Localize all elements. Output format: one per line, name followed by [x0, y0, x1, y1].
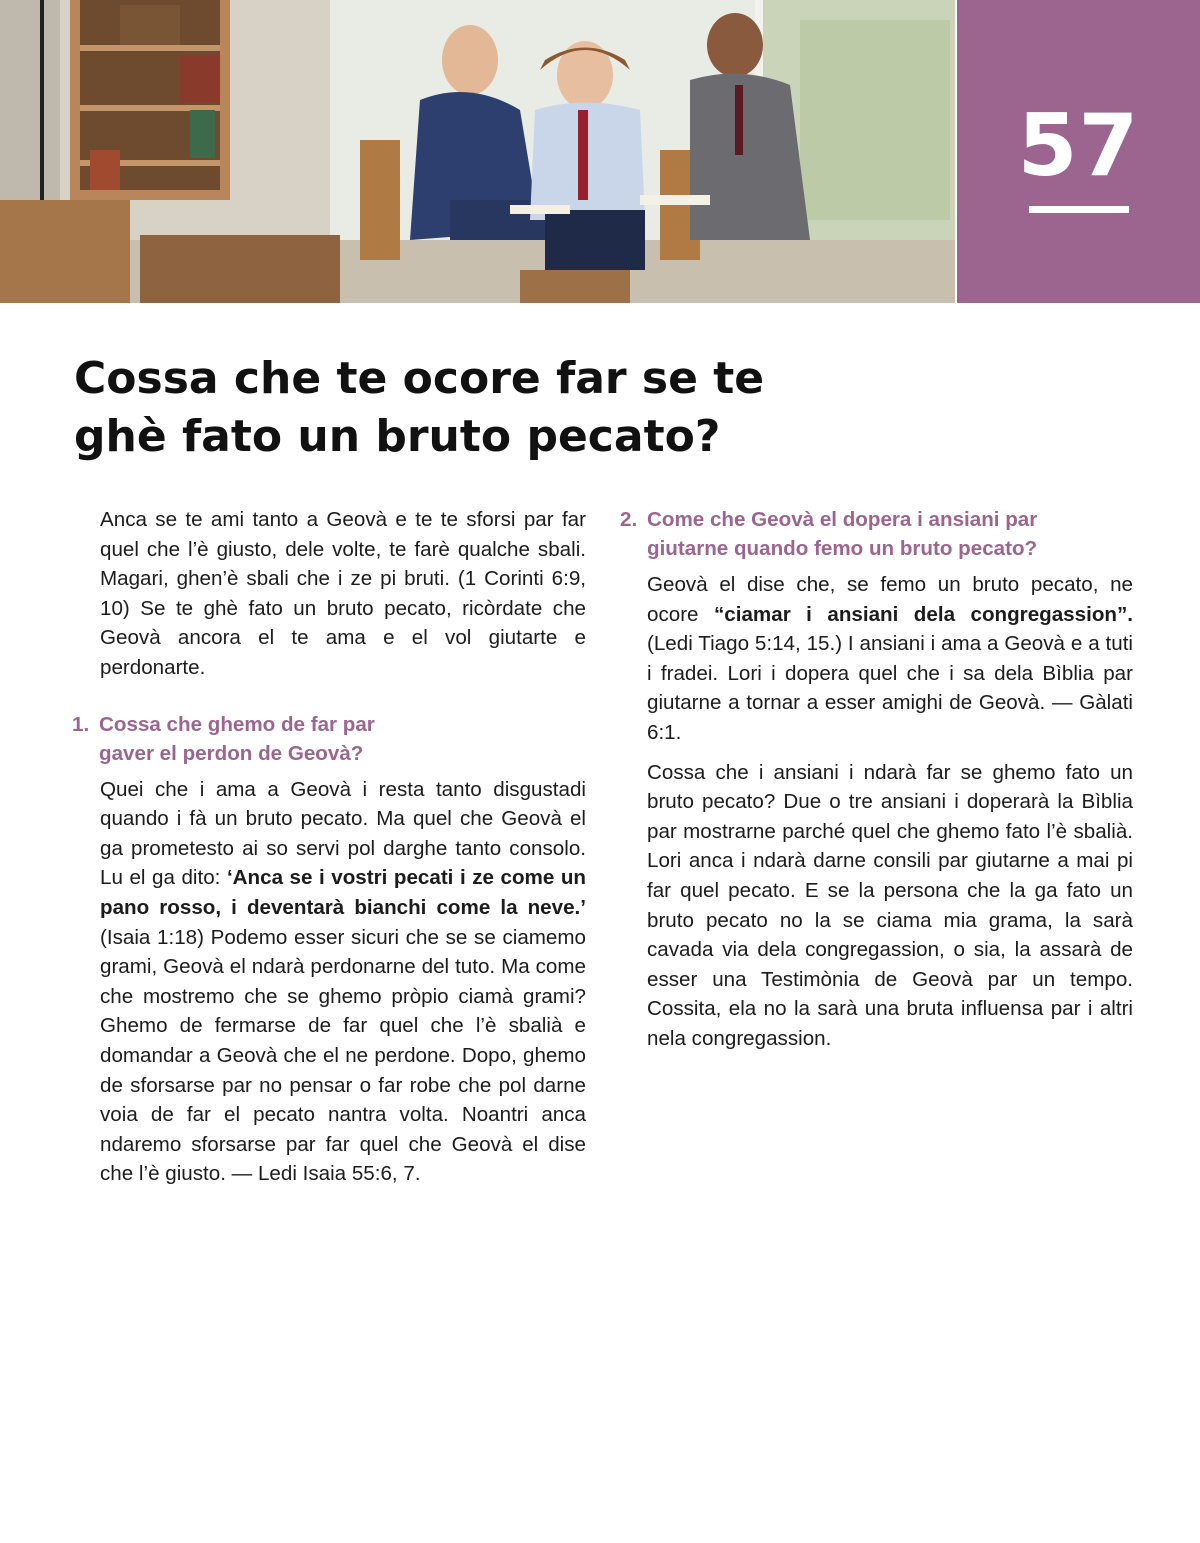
question-1-line-2: gaver el perdon de Geovà?: [99, 741, 364, 765]
hero-photo: [0, 0, 955, 303]
section-1-text-before: Quei che i ama a Geovà i resta tanto disgustadi quando i fà un bruto pecato. Ma quel che Geovà el ga prometesto ai so servi pol darghe tanto consolo. Lu el ga dito:: [100, 777, 586, 890]
elders-quote: “ciamar i ansiani dela congregassion”.: [714, 602, 1133, 626]
lesson-number: 57: [1017, 96, 1140, 196]
question-1-line-1: Cossa che ghemo de far par: [99, 712, 375, 736]
question-2-heading: [620, 505, 1133, 563]
question-1-number: 1.: [72, 712, 90, 736]
lesson-title-line-1: Cossa che te ocore far se te: [74, 353, 765, 404]
section-2-p1-before: Geovà el dise che, se femo un bruto pecato, ne ocore: [647, 573, 1133, 626]
question-2-line-1: Come che Geovà el dopera i ansiani par: [647, 508, 1038, 531]
question-1-heading: [72, 710, 586, 768]
section-2-paragraph-1: [620, 570, 1133, 748]
question-2-line-2: giutarne quando femo un bruto pecato?: [647, 537, 1038, 560]
intro-paragraph: Anca se te ami tanto a Geovà e te te sforsi par far quel che l’è giusto, dele volte, te farè qualche sbali. Magari, ghen’è sbali che i ze pi bruti. (1 Corinti 6:9, 10) Se te ghè fato un bruto pecato, ricòrdate che Geovà ancora el te ama e el vol giutarte e perdonarte.: [100, 508, 586, 679]
section-2-paragraph-2: Cossa che i ansiani i ndarà far se ghemo fato un bruto pecato? Due o tre ansiani i doperarà la Bìblia par mostrarne parché quel che ghemo fato l’è sbalià. Lori anca i ndarà darne consili par giutarne a mai pi far quel pecato. E se la persona che la ga fato un bruto pecato no la se ciama mia grama, la sarà cavada via dela congregassion, o sia, la assarà de esser una Testimònia de Geovà par un tempo. Cossita, ela no la sarà una bruta influensa par i altri nela congregassion.: [647, 760, 1133, 1050]
lesson-title-line-2: ghè fato un bruto pecato?: [74, 411, 721, 462]
section-1-text-after: (Isaia 1:18) Podemo esser sicuri che se se ciamemo grami, Geovà el ndarà perdonarne del tuto. Ma come che mostremo che se ghemo pròpio ciamà grami? Ghemo de fermarse de far quel che l’è sbalià e domandar a Geovà che el ne perdone. Dopo, ghemo de sforsarse par no pensar o far robe che pol darne voia de far el pecato nantra volta. Noantri anca ndaremo sforsarse par far quel che Geovà el dise che l’è giusto. — Ledi Isaia 55:6, 7.: [100, 925, 586, 1186]
question-2-number: 2.: [620, 508, 638, 531]
lesson-number-box: [957, 0, 1200, 303]
isaiah-quote: ‘Anca se i vostri pecati i ze come un pano rosso, i deventarà bianchi come la neve.’: [100, 866, 586, 919]
right-column: [620, 505, 1133, 1064]
lesson-number-underline: [1029, 206, 1129, 213]
lesson-title: [74, 350, 874, 466]
section-2-p1-after: (Ledi Tiago 5:14, 15.) I ansiani i ama a Geovà e a tuti i fradei. Lori i dopera quel che i sa dela Bìblia par giutarne a tornar a esser amighi de Geovà. — Gàlati 6:1.: [647, 632, 1133, 744]
left-column: [72, 505, 586, 1189]
hero-illustration: [0, 0, 955, 303]
section-1-paragraph: [72, 775, 586, 1189]
